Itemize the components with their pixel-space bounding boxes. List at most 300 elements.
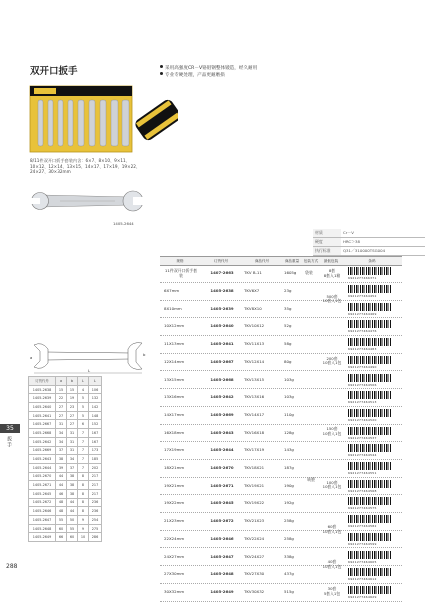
group-qty: 60套 [327,523,337,529]
barcode [348,285,392,293]
cell-code: TKV14X17 [244,411,265,417]
product-row [160,548,402,567]
cell-weight: 515g [284,588,294,594]
dim-cell: 34 [67,455,78,464]
dim-row [29,394,102,403]
spec-key: 硬度 [313,238,341,247]
dim-header: L [78,377,89,386]
cell-spec: 21X23mm [164,518,185,524]
dim-row [29,403,102,412]
cell-order: 1405-2643 [210,429,234,435]
cell-spec: 13X16mm [164,394,185,400]
barcode-number: 6921277464575 [348,506,377,511]
cell-code: TKV19X21 [244,482,265,488]
dim-cell: 1405-2668 [29,429,56,438]
min-pack-group [320,525,344,535]
dim-cell: 217 [89,472,102,481]
cell-code: TKV19X22 [244,500,265,506]
barcode-number: 6921277464490 [348,364,377,369]
dim-cell: 236 [89,498,102,507]
min-pack-group [320,587,344,597]
dim-cell: 7 [78,437,89,446]
cell-weight: 437g [284,571,294,577]
dim-cell: 217 [89,489,102,498]
dim-cell: 8 [78,481,89,490]
dim-cell: 1405-2642 [29,437,56,446]
dim-cell: 10 [78,533,89,542]
cell-min [322,269,342,278]
spec-table [313,229,425,256]
dim-cell: 1405-2640 [29,403,56,412]
product-row [160,512,402,531]
dim-header: L [89,377,102,386]
group-sub: 10套入1包 [322,484,342,490]
section-label: 扳手 [6,436,12,448]
dim-row [29,437,102,446]
dim-cell: 1405-2667 [29,420,56,429]
dim-cell: 167 [89,437,102,446]
dim-cell: 31 [67,437,78,446]
dim-cell: 38 [67,489,78,498]
cell-order: 1405-2668 [210,376,234,382]
dim-cell: 5 [78,411,89,420]
cell-order: 1405-2641 [210,341,234,347]
cell-code: TKV B-11 [244,270,262,275]
cell-spec: 11件双开口扳手套装 [164,268,198,278]
cell-code: TKV8X10 [244,305,262,311]
set-row [160,264,402,283]
dim-row [29,455,102,464]
group-sub: 10套入1包 [322,563,342,569]
cell-code: TKV12X14 [244,358,265,364]
barcode-number: 6921277464544 [348,453,377,458]
min-pack-group [320,481,344,491]
product-row [160,494,402,513]
dim-cell: 1405-2646 [29,507,56,516]
dim-cell: 50 [67,516,78,525]
product-row [160,530,402,549]
cell-order: 1405-2670 [210,465,234,470]
min-pack-group [320,295,344,305]
dim-cell: 202 [89,463,102,472]
product-row [160,317,402,336]
page-number: 288 [6,563,18,570]
cell-code: TKV22X24 [244,535,265,541]
dim-cell: 55 [56,516,67,525]
cell-order: 1405-2644 [210,447,234,453]
dim-cell: 38 [67,472,78,481]
dim-cell: 22 [56,394,67,403]
barcode [348,533,392,541]
header-weight: 商品重量 [284,259,300,263]
product-row [160,300,402,319]
dim-cell: 55 [67,524,78,533]
barcode-number: 6921277464520 [348,417,377,422]
cell-spec: 24X27mm [164,553,185,559]
cell-spec: 8X10mm [164,305,182,311]
cell-weight: 103g [284,376,294,382]
product-row [160,583,402,602]
cell-spec: 17X19mm [164,447,185,453]
dim-cell: 275 [89,524,102,533]
cell-order: 1405-2638 [210,288,234,293]
cell-weight: 190g [284,482,294,488]
cell-code: TKV6X7 [244,288,260,293]
cell-code: TKV11X13 [244,341,265,347]
cell-order: 1407-2663 [210,270,234,275]
dim-b-label: b [143,352,146,357]
group-sub: 10套入1包 [322,360,342,366]
barcode [348,462,392,470]
cell-code: TKV21X23 [244,518,265,524]
cell-spec: 12X14mm [164,358,185,364]
dim-cell: 27 [56,411,67,420]
dim-cell: 1405-2669 [29,446,56,455]
dim-cell: 5 [78,394,89,403]
wrench-set-photo [28,80,178,158]
group-sub: 10套入1包 [322,431,342,437]
header-min: 最低包装 [323,259,339,263]
spec-value: HRC＞38 [341,238,425,247]
dim-cell: 152 [89,420,102,429]
barcode-number: 6921277464513 [348,400,377,405]
cell-order: 1405-2647 [210,553,234,559]
product-row [160,565,402,584]
min-qty: 8套 [328,268,336,273]
barcode-number: 6921277464506 [348,382,377,387]
product-row [160,477,402,496]
dim-cell: 34 [56,429,67,438]
dim-cell: 27 [67,411,78,420]
product-row [160,335,402,354]
dim-row [29,429,102,438]
dim-a-label: a [30,355,33,360]
dim-row [29,516,102,525]
barcode [348,568,392,576]
barcode-number: 6921277464605 [348,559,377,564]
cell-weight: 52g [284,323,292,329]
cell-order: 1405-2669 [210,411,234,417]
dim-row [29,481,102,490]
cell-spec: 14X17mm [164,411,185,417]
barcode [348,497,392,505]
barcode-number: 6921277464452 [348,294,377,298]
dim-cell: 106 [89,385,102,394]
dim-cell: 44 [56,481,67,490]
cell-code: TKV17X19 [244,447,265,453]
dim-cell: 185 [89,455,102,464]
dim-cell: 9 [78,524,89,533]
product-row [160,371,402,390]
dim-row [29,411,102,420]
group-qty: 200套 [326,355,338,361]
barcode-number: 6921277466371 [348,276,377,280]
bullet-icon [160,65,163,68]
barcode [348,480,392,488]
barcode [348,267,392,275]
dim-cell: 31 [67,446,78,455]
dim-cell: 5 [78,403,89,412]
cell-weight: 143g [284,447,294,453]
cell-spec: 30X32mm [164,588,185,594]
dim-l-label: L [88,368,91,373]
dim-cell: 37 [56,446,67,455]
barcode-number: 6921277464469 [348,311,377,316]
cell-weight: 1605g [284,270,297,275]
dim-cell: 286 [89,533,102,542]
spec-row [313,229,425,238]
cell-spec: 6X7mm [164,288,180,293]
cell-order: 1405-2640 [210,323,234,329]
product-row [160,441,402,460]
cell-order: 1405-2672 [210,518,234,524]
barcode [348,586,392,594]
product-row [160,353,402,372]
barcode [348,427,392,435]
cell-code: TKV24X27 [244,553,265,559]
dim-cell: 8 [78,472,89,481]
dim-row [29,463,102,472]
dim-cell: 37 [67,463,78,472]
dim-row [29,446,102,455]
dim-row [29,385,102,394]
barcode-number: 6921277464537 [348,435,377,440]
dim-cell: 1405-2648 [29,524,56,533]
min-sub: 8套入1箱 [323,272,341,278]
header-code: 商品代号 [254,259,270,263]
barcode-number: 6921277464476 [348,329,377,334]
spec-key: 执行标准 [313,247,341,256]
cell-spec: 19X21mm [164,482,185,488]
dim-cell: 1405-2641 [29,411,56,420]
dim-cell: 236 [89,507,102,516]
product-row [160,388,402,407]
group-qty: 500套 [326,293,338,299]
dim-cell: 217 [89,481,102,490]
dim-cell: 19 [67,394,78,403]
dim-header-row [29,377,102,386]
barcode [348,320,392,328]
wrench-photo [30,186,145,216]
dim-cell: 44 [67,498,78,507]
cell-order: 1405-2645 [210,500,234,506]
dimension-table [28,376,102,542]
dim-row [29,533,102,542]
spec-value: Cr－V [341,229,425,238]
dim-cell: 7 [78,463,89,472]
product-row [160,406,402,425]
dim-cell: 8 [78,507,89,516]
group-qty: 30套 [327,585,337,591]
barcode-number: 6921277464483 [348,347,377,352]
dim-cell: 8 [78,498,89,507]
bullet-icon [160,72,163,75]
dim-cell: 46 [56,489,67,498]
cell-order: 1405-2646 [210,535,234,541]
dim-cell: 48 [56,498,67,507]
pack-label: 吸塑 [307,477,315,482]
header-spec: 规格 [176,259,184,263]
group-qty: 150套 [326,426,338,432]
cell-order: 1405-2671 [210,482,234,488]
barcode-number: 6921277464612 [348,577,377,582]
product-row [160,459,402,478]
cell-weight: 192g [284,500,294,506]
dim-cell: 1405-2649 [29,533,56,542]
dim-cell: 1405-2671 [29,481,56,490]
cell-order: 1405-2642 [210,394,234,400]
dim-cell: 1405-2645 [29,489,56,498]
min-pack-group [320,357,344,367]
feature-item [160,65,257,72]
barcode-number: 6921277464629 [348,594,377,599]
dim-cell: 6 [78,420,89,429]
group-sub: 10套入1包 [322,298,342,304]
group-sub: 5套入1包 [323,590,341,596]
barcode [348,356,392,364]
cell-weight: 58g [284,341,292,347]
spec-value: Q31／310000TSG004 [341,247,425,256]
dimension-drawing [28,335,153,375]
cell-spec: 18X21mm [164,465,185,470]
dim-header: b [67,377,78,386]
dim-cell: 4 [78,385,89,394]
dim-row [29,472,102,481]
cell-spec: 13X15mm [164,376,185,382]
dim-row [29,498,102,507]
dim-cell: 39 [56,463,67,472]
dim-cell: 173 [89,446,102,455]
dim-cell: 142 [89,403,102,412]
dim-cell: 34 [56,437,67,446]
dim-cell: 132 [89,394,102,403]
dim-cell: 44 [67,507,78,516]
barcode [348,515,392,523]
cell-weight: 103g [284,394,294,400]
barcode [348,374,392,382]
cell-spec: 16X18mm [164,429,185,435]
dim-cell: 7 [78,429,89,438]
cell-spec: 11X13mm [164,341,185,347]
cell-spec: 19X22mm [164,500,185,506]
barcode [348,338,392,346]
cell-code: TKV30X32 [244,588,265,594]
spec-row [313,238,425,247]
cell-order: 1405-2649 [210,588,234,594]
dim-cell: 8 [78,489,89,498]
cell-order: 1405-2639 [210,305,234,311]
dim-cell: 31 [56,420,67,429]
dim-cell: 1405-2670 [29,472,56,481]
dim-cell: 27 [56,403,67,412]
cell-code: TKV16X18 [244,429,265,435]
barcode [348,409,392,417]
dim-cell: 15 [56,385,67,394]
header-order: 订货代号 [213,259,229,263]
group-qty: 100套 [326,479,338,485]
dim-cell: 44 [56,472,67,481]
dim-cell: 254 [89,516,102,525]
cell-order: 1405-2667 [210,358,234,364]
dim-cell: 66 [56,533,67,542]
cell-pack: 袋装 [305,270,313,275]
dim-cell: 23 [67,403,78,412]
cell-weight: 35g [284,305,292,311]
dim-cell: 1405-2643 [29,455,56,464]
cell-code: TKV18X21 [244,465,265,470]
cell-weight: 338g [284,553,294,559]
barcode-number: 6921277464568 [348,488,377,493]
dim-cell: 60 [67,533,78,542]
dim-cell: 38 [56,455,67,464]
page-title: 双开口扳手 [30,66,78,77]
cell-code: TKV13X15 [244,376,265,382]
cell-code: TKV27X30 [244,571,265,577]
figure-label: 1405-2644 [113,221,134,226]
dim-cell: 148 [89,411,102,420]
group-qty: 40套 [327,559,337,565]
dim-cell: 48 [56,507,67,516]
dim-cell: 60 [56,524,67,533]
section-tab: 35 [0,424,20,433]
cell-code: TKV13X16 [244,394,265,400]
dim-cell: 7 [78,446,89,455]
dim-cell: 1405-2638 [29,385,56,394]
set-description: 8/11件双开口扳手套装内含：6×7、8×10、9×11、10×12、12×14、13×15、14×17、17×19、19×22、24×27、30×32mm [30,158,141,175]
spec-key: 材质 [313,229,341,238]
product-row [160,282,402,304]
cell-spec: 10X12mm [164,323,185,329]
barcode [348,391,392,399]
cell-code: TKV10X12 [244,323,265,329]
dim-cell: 1405-2672 [29,498,56,507]
dim-cell: 167 [89,429,102,438]
dim-row [29,507,102,516]
dim-row [29,489,102,498]
barcode-number: 6921277464582 [348,524,377,529]
dim-cell: 15 [67,385,78,394]
header-pack: 包装方式 [303,259,319,263]
min-pack-group [320,560,344,570]
cell-spec: 27X30mm [164,571,185,577]
dim-cell: 7 [78,455,89,464]
dim-header: 订货代号 [29,377,56,386]
dim-cell: 1405-2647 [29,516,56,525]
cell-weight: 23g [284,288,292,293]
barcode [348,551,392,559]
dim-cell: 27 [67,420,78,429]
dim-cell: 1405-2639 [29,394,56,403]
cell-weight: 187g [284,465,294,470]
cell-weight: 128g [284,429,294,435]
min-pack-group [320,427,344,437]
spec-row [313,247,425,256]
dim-cell: 1405-2644 [29,463,56,472]
cell-spec: 22X24mm [164,535,185,541]
feature-text: 采用高强度CR－V铬钼钢整体锻造，经久耐用 [165,66,258,71]
dim-row [29,420,102,429]
dim-cell: 9 [78,516,89,525]
header-barcode: 条码 [368,259,376,263]
group-sub: 10套入1包 [322,528,342,534]
cell-weight: 80g [284,358,292,364]
cell-weight: 110g [284,411,294,417]
dim-cell: 38 [67,481,78,490]
cell-order: 1405-2648 [210,571,234,577]
feature-item [160,72,225,79]
product-row [160,424,402,443]
barcode-number: 6921277464551 [348,471,377,475]
